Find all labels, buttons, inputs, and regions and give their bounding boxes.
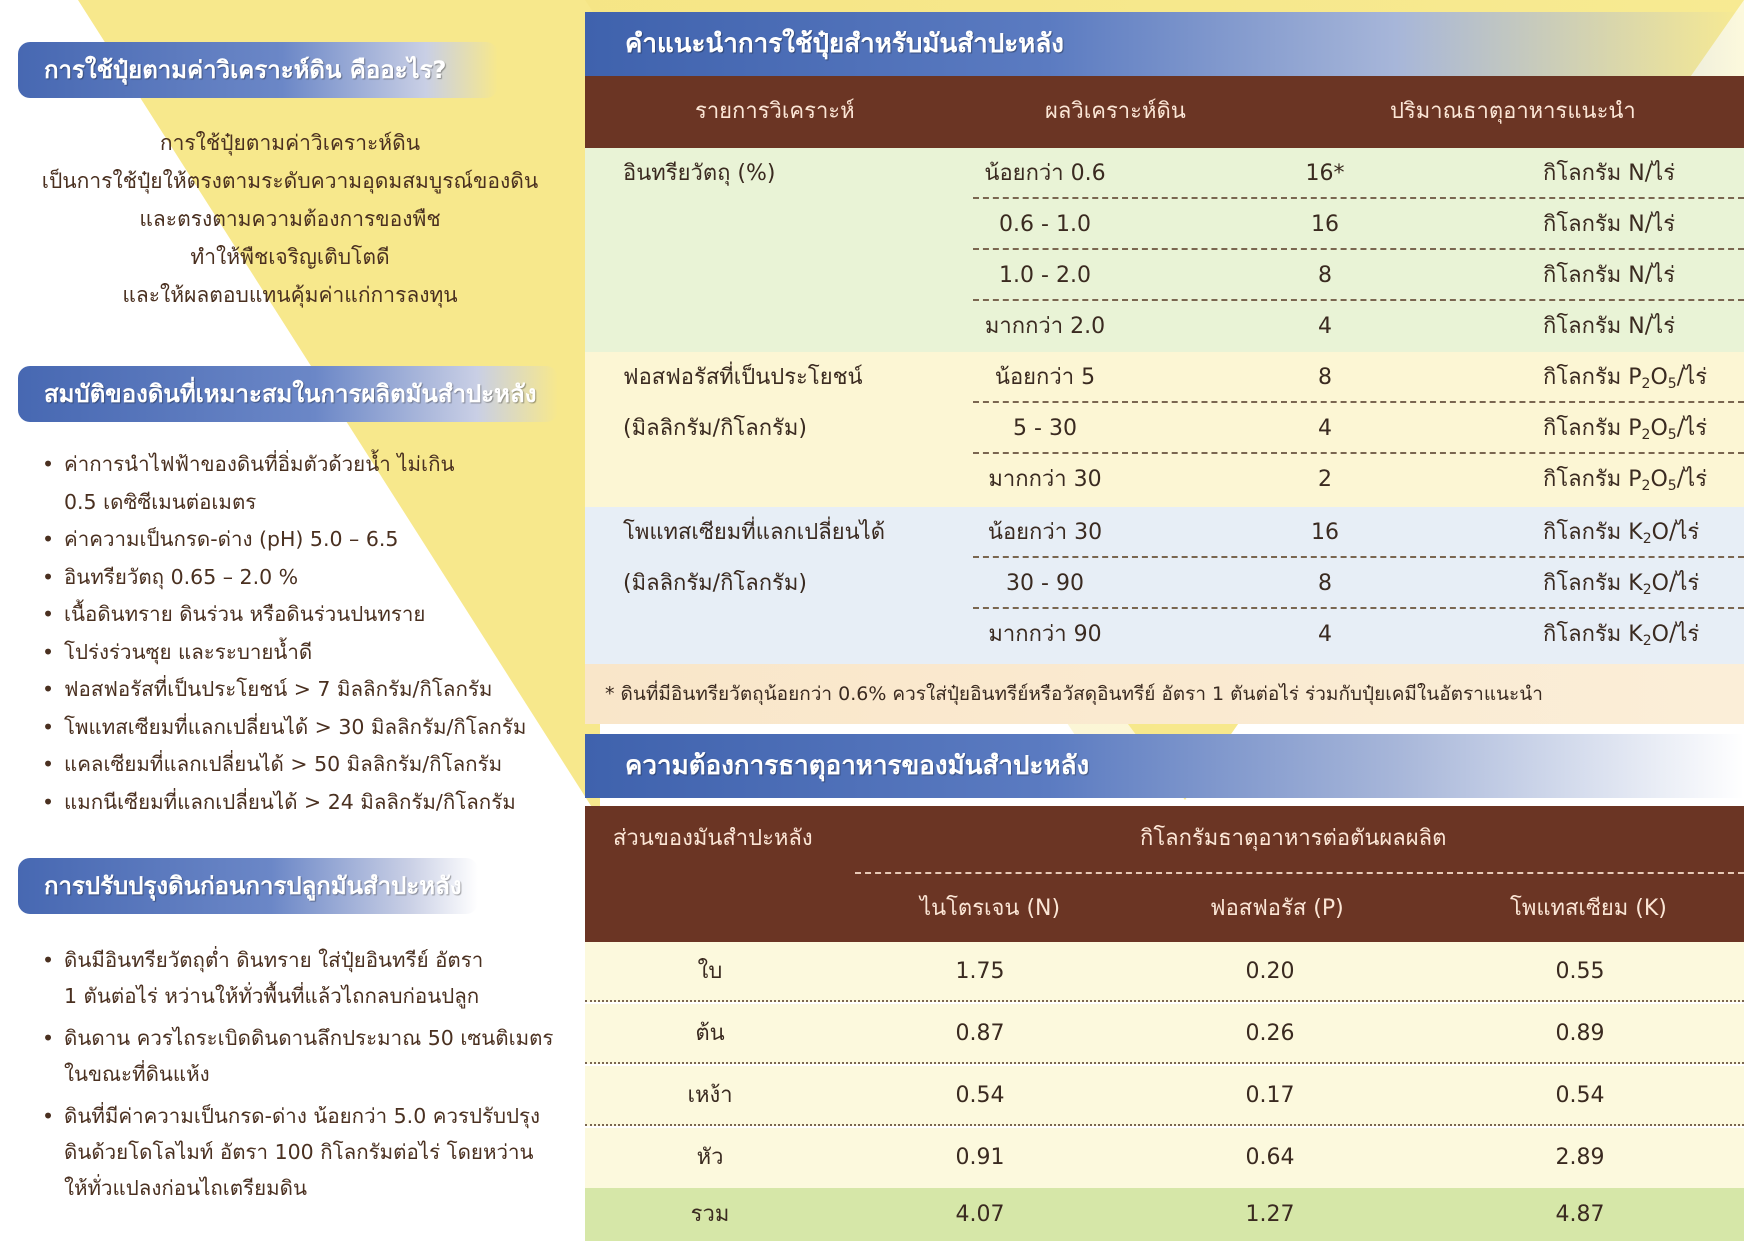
table-row: มากกว่า 90 4 กิโลกรัม $K_2O/$ไร่ — [988, 622, 1700, 649]
intro-line: และตรงตามความต้องการของพืช — [139, 207, 441, 231]
table-row: หัว 0.91 0.64 2.89 — [585, 1128, 1744, 1188]
section-header-soil-properties: สมบัติของดินที่เหมาะสมในการผลิตมันสำปะหลัง — [18, 366, 558, 422]
table-group-phosphorus — [585, 352, 1744, 507]
col-header-part: ส่วนของมันสำปะหลัง — [613, 826, 813, 851]
table-row-total: รวม 4.07 1.27 4.87 — [585, 1188, 1744, 1241]
intro-line: เป็นการใช้ปุ๋ยให้ตรงตามระดับความอุดมสมบูรณ์ของดิน — [41, 169, 539, 193]
table-group-organic-matter — [585, 148, 1744, 352]
list-item: • อินทรียวัตถุ 0.65 – 2.0 % — [40, 559, 526, 597]
list-item: • โพแทสเซียมที่แลกเปลี่ยนได้ > 30 มิลลิกรัม/กิโลกรัม — [40, 709, 526, 747]
soil-improvement-list — [40, 942, 553, 1212]
fertilizer-table-header — [585, 76, 1744, 148]
table-row: 1.0 - 2.0 8 กิโลกรัม N/ไร่ — [585, 250, 1744, 301]
list-item: • ค่าการนำไฟฟ้าของดินที่อิ่มตัวด้วยน้ำ ไม่เกิน 0.5 เดซิซีเมนต่อเมตร — [40, 446, 526, 521]
intro-line: การใช้ปุ๋ยตามค่าวิเคราะห์ดิน — [159, 131, 421, 155]
table-row: น้อยกว่า 0.6 16* กิโลกรัม N/ไร่ — [585, 148, 1744, 199]
list-item: • เนื้อดินทราย ดินร่วน หรือดินร่วนปนทราย — [40, 596, 526, 634]
fertilizer-table-body — [585, 148, 1744, 664]
item-label: โพแทสเซียมที่แลกเปลี่ยนได้ — [623, 520, 886, 545]
list-item: • ดินมีอินทรียวัตถุต่ำ ดินทราย ใส่ปุ๋ยอินทรีย์ อัตรา 1 ตันต่อไร่ หว่านให้ทั่วพื้นที่แล้วไถกลบก่อนปลูก — [40, 942, 553, 1014]
list-item: • ฟอสฟอรัสที่เป็นประโยชน์ > 7 มิลลิกรัม/กิโลกรัม — [40, 671, 526, 709]
table-row: 5 - 30 4 กิโลกรัม $P_2O_5/$ไร่ — [585, 403, 1744, 454]
intro-text — [20, 124, 560, 314]
item-label: อินทรียวัตถุ (%) — [623, 161, 776, 186]
table-row: 30 - 90 8 กิโลกรัม $K_2O/$ไร่ — [585, 558, 1744, 609]
table-row: เหง้า 0.54 0.17 0.54 — [585, 1066, 1744, 1126]
soil-properties-list — [40, 446, 526, 821]
item-label-unit: (มิลลิกรัม/กิโลกรัม) — [623, 416, 807, 441]
col-header-amount: ปริมาณธาตุอาหารแนะนำ — [1390, 99, 1636, 124]
nutrient-table-header — [585, 806, 1744, 942]
table-row: น้อยกว่า 5 8 กิโลกรัม $P_2O_5/$ไร่ — [585, 352, 1744, 403]
col-header-p: ฟอสฟอรัส (P) — [1210, 896, 1344, 921]
table-row: น้อยกว่า 30 16 กิโลกรัม $K_2O/$ไร่ — [585, 507, 1744, 558]
table-row: มากกว่า 2.0 4 กิโลกรัม N/ไร่ — [984, 314, 1676, 339]
table-row: ต้น 0.87 0.26 0.89 — [585, 1004, 1744, 1064]
table-row: มากกว่า 30 2 กิโลกรัม $P_2O_5/$ไร่ — [988, 467, 1708, 494]
list-item: • แคลเซียมที่แลกเปลี่ยนได้ > 50 มิลลิกรัม/กิโลกรัม — [40, 746, 526, 784]
table-row: 0.6 - 1.0 16 กิโลกรัม N/ไร่ — [585, 199, 1744, 250]
table-group-potassium — [585, 507, 1744, 664]
item-label-unit: (มิลลิกรัม/กิโลกรัม) — [623, 571, 807, 596]
section-header-soil-improvement: การปรับปรุงดินก่อนการปลูกมันสำปะหลัง — [18, 858, 478, 914]
list-item: • ดินดาน ควรไถระเบิดดินดานลึกประมาณ 50 เซนติเมตร ในขณะที่ดินแห้ง — [40, 1020, 553, 1092]
list-item: • โปร่งร่วนซุย และระบายน้ำดี — [40, 634, 526, 672]
col-header-group: กิโลกรัมธาตุอาหารต่อตันผลผลิต — [1140, 826, 1447, 851]
fertilizer-footnote: * ดินที่มีอินทรียวัตถุน้อยกว่า 0.6% ควรใส่ปุ๋ยอินทรีย์หรือวัสดุอินทรีย์ อัตรา 1 ตันต่อไร่ ร่วมกับปุ๋ยเคมีในอัตราแนะนำ — [585, 664, 1744, 724]
col-header-item: รายการวิเคราะห์ — [695, 99, 855, 124]
section-header-what-is: การใช้ปุ๋ยตามค่าวิเคราะห์ดิน คืออะไร? — [18, 42, 498, 98]
col-header-result: ผลวิเคราะห์ดิน — [1045, 99, 1186, 124]
col-header-n: ไนโตรเจน (N) — [920, 896, 1061, 921]
list-item: • ค่าความเป็นกรด-ด่าง (pH) 5.0 – 6.5 — [40, 521, 526, 559]
header-divider — [855, 872, 1744, 874]
list-item: • แมกนีเซียมที่แลกเปลี่ยนได้ > 24 มิลลิกรัม/กิโลกรัม — [40, 784, 526, 822]
nutrient-table-title: ความต้องการธาตุอาหารของมันสำปะหลัง — [585, 734, 1744, 798]
table-row: ใบ 1.75 0.20 0.55 — [585, 942, 1744, 1002]
item-label: ฟอสฟอรัสที่เป็นประโยชน์ — [623, 365, 863, 390]
intro-line: ทำให้พืชเจริญเติบโตดี — [190, 245, 390, 269]
list-item: • ดินที่มีค่าความเป็นกรด-ด่าง น้อยกว่า 5.0 ควรปรับปรุง ดินด้วยโดโลไมท์ อัตรา 100 กิโลกรัมต่อไร่ โดยหว่าน ให้ทั่วแปลงก่อนไถเตรียมดิน — [40, 1098, 553, 1206]
fertilizer-table-title: คำแนะนำการใช้ปุ๋ยสำหรับมันสำปะหลัง — [585, 12, 1744, 76]
intro-line: และให้ผลตอบแทนคุ้มค่าแก่การลงทุน — [122, 283, 458, 307]
col-header-k: โพแทสเซียม (K) — [1510, 896, 1667, 921]
